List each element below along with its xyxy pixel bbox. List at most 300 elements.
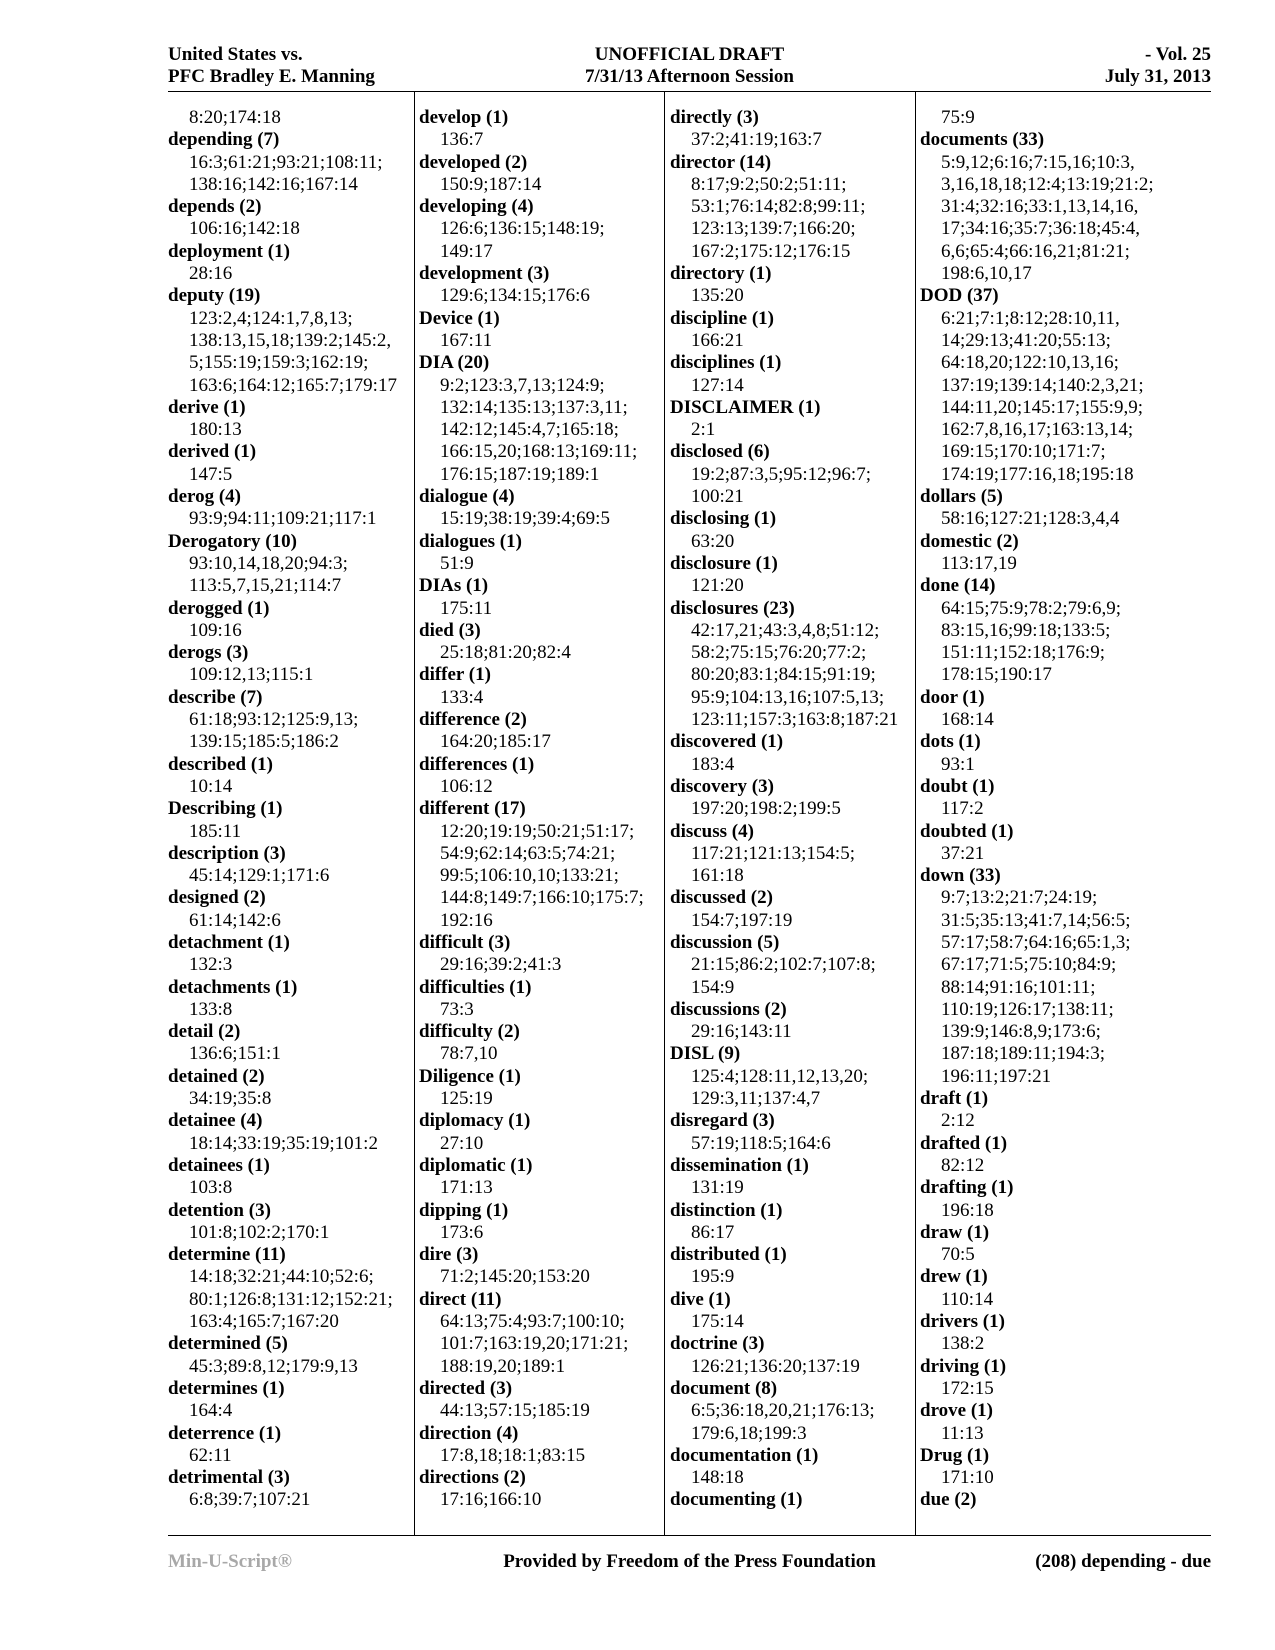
index-term: description (3) — [168, 842, 286, 864]
index-page-refs: 113:5,7,15,21;114:7 — [189, 575, 342, 597]
index-entry — [168, 107, 423, 129]
index-page-refs: 6,6;65:4;66:16,21;81:21; — [941, 240, 1130, 262]
index-page-refs: 135:20 — [691, 285, 744, 307]
index-page-refs: 2:1 — [691, 419, 716, 441]
index-entry — [419, 664, 674, 709]
index-term: directly (3) — [670, 107, 759, 128]
index-entry — [670, 397, 925, 442]
index-term: disclosed (6) — [670, 441, 770, 463]
index-page-refs: 88:14;91:16;101:11; — [941, 976, 1096, 998]
index-page-refs: 149:17 — [440, 240, 493, 262]
index-entry — [419, 709, 674, 754]
index-entry — [168, 1200, 423, 1245]
index-page-refs: 176:15;187:19;189:1 — [440, 463, 600, 485]
index-page-refs: 126:6;136:15;148:19; — [440, 218, 605, 240]
index-page-refs: 169:15;170:10;171:7; — [941, 441, 1106, 463]
index-page-refs: 101:7;163:19,20;171:21; — [440, 1333, 629, 1355]
index-page-refs: 195:9 — [691, 1266, 735, 1288]
index-entry — [168, 441, 423, 486]
index-entry — [419, 531, 674, 576]
index-page-refs: 138:13,15,18;139:2;145:2, — [189, 329, 392, 351]
index-term: developed (2) — [419, 151, 528, 173]
header-volume-date — [1105, 44, 1211, 88]
index-entry — [670, 308, 925, 353]
header-rule — [168, 91, 1211, 92]
index-term: determine (11) — [168, 1244, 286, 1266]
index-entry — [419, 932, 674, 977]
index-page-refs: 53:1;76:14;82:8;99:11; — [691, 196, 866, 218]
index-page-refs: 192:16 — [440, 909, 493, 931]
index-term: developing (4) — [419, 196, 534, 218]
index-page-refs: 12:20;19:19;50:21;51:17; — [440, 820, 635, 842]
index-entry — [419, 1244, 674, 1289]
index-page-refs: 168:14 — [941, 709, 994, 731]
index-page-refs: 64:18,20;122:10,13,16; — [941, 352, 1119, 374]
index-page-refs: 61:14;142:6 — [189, 909, 281, 931]
index-page-refs: 34:19;35:8 — [189, 1088, 272, 1110]
index-page-refs: 28:16 — [189, 263, 233, 285]
index-entry — [670, 1200, 925, 1245]
index-term: DIA (20) — [419, 352, 490, 374]
header-case-line2: PFC Bradley E. Manning — [168, 66, 375, 87]
index-entry — [419, 1423, 674, 1468]
index-page-refs: 106:12 — [440, 775, 493, 797]
index-term: deputy (19) — [168, 285, 261, 307]
index-term: derogged (1) — [168, 597, 270, 619]
index-term: due (2) — [920, 1489, 977, 1511]
index-term: discovered (1) — [670, 731, 784, 753]
index-entry — [920, 1177, 1175, 1222]
index-page-refs: 5:9,12;6:16;7:15,16;10:3, — [941, 151, 1135, 173]
index-page-refs: 154:9 — [691, 976, 735, 998]
index-page-refs: 99:5;106:10,10;133:21; — [440, 865, 619, 887]
index-column-3 — [670, 107, 925, 1512]
index-entry — [670, 441, 925, 508]
index-term: down (33) — [920, 865, 1001, 887]
index-page-refs: 171:13 — [440, 1177, 493, 1199]
index-page-refs: 29:16;39:2;41:3 — [440, 954, 562, 976]
index-page-refs: 150:9;187:14 — [440, 173, 542, 195]
header-session-line: 7/31/13 Afternoon Session — [584, 66, 795, 87]
index-page-refs: 196:18 — [941, 1199, 994, 1221]
index-term: directed (3) — [419, 1377, 513, 1399]
index-page-refs: 64:13;75:4;93:7;100:10; — [440, 1311, 625, 1333]
index-term: door (1) — [920, 686, 985, 708]
index-term: Describing (1) — [168, 798, 283, 820]
index-page-refs: 154:7;197:19 — [691, 909, 793, 931]
index-entry — [168, 1467, 423, 1512]
index-entry — [920, 1311, 1175, 1356]
index-page-refs: 3,16,18,18;12:4;13:19;21:2; — [941, 173, 1154, 195]
index-page-refs: 10:14 — [189, 775, 233, 797]
index-term: directory (1) — [670, 263, 772, 285]
index-term: dipping (1) — [419, 1199, 509, 1221]
index-entry — [670, 508, 925, 553]
index-term: direct (11) — [419, 1288, 502, 1310]
index-entry — [670, 1333, 925, 1378]
index-page-refs: 6:21;7:1;8:12;28:10,11, — [941, 307, 1120, 329]
index-page-refs: 117:21;121:13;154:5; — [691, 842, 855, 864]
index-entry — [670, 1489, 925, 1511]
index-term: derived (1) — [168, 441, 257, 463]
index-page-refs: 8:17;9:2;50:2;51:11; — [691, 173, 847, 195]
index-entry — [419, 798, 674, 932]
index-entry — [419, 1066, 674, 1111]
index-term: drivers (1) — [920, 1311, 1005, 1333]
index-term: designed (2) — [168, 887, 266, 909]
index-page-refs: 21:15;86:2;102:7;107:8; — [691, 954, 876, 976]
index-entry — [670, 731, 925, 776]
index-page-refs: 63:20 — [691, 530, 735, 552]
index-term: documents (33) — [920, 129, 1045, 151]
index-page-refs: 129:3,11;137:4,7 — [691, 1088, 821, 1110]
header-draft-title — [168, 44, 1211, 88]
index-entry — [920, 1266, 1175, 1311]
index-page-refs: 178:15;190:17 — [941, 664, 1052, 686]
index-page-refs: 86:17 — [691, 1221, 735, 1243]
index-page-refs: 136:6;151:1 — [189, 1043, 281, 1065]
index-term: develop (1) — [419, 107, 509, 128]
index-page-refs: 180:13 — [189, 419, 242, 441]
index-term: differences (1) — [419, 753, 535, 775]
index-page-refs: 6:8;39:7;107:21 — [189, 1489, 311, 1511]
index-entry — [168, 196, 423, 241]
index-term: derog (4) — [168, 486, 241, 508]
index-page-refs: 142:12;145:4,7;165:18; — [440, 419, 619, 441]
index-page-refs: 125:4;128:11,12,13,20; — [691, 1065, 869, 1087]
index-term: depends (2) — [168, 196, 262, 218]
index-entry — [920, 865, 1175, 1088]
index-term: drew (1) — [920, 1266, 988, 1288]
index-page-refs: 17;34:16;35:7;36:18;45:4, — [941, 218, 1140, 240]
index-page-refs: 198:6,10,17 — [941, 263, 1032, 285]
index-page-refs: 18:14;33:19;35:19;101:2 — [189, 1132, 378, 1154]
index-entry — [168, 642, 423, 687]
index-term: difficulties (1) — [419, 976, 532, 998]
index-entry — [920, 285, 1175, 486]
index-term: detrimental (3) — [168, 1467, 290, 1489]
index-page-refs: 172:15 — [941, 1377, 994, 1399]
index-entry — [920, 486, 1175, 531]
index-term: disclosures (23) — [670, 597, 795, 619]
index-page-refs: 126:21;136:20;137:19 — [691, 1355, 860, 1377]
index-term: drafted (1) — [920, 1132, 1008, 1154]
index-entry — [670, 932, 925, 999]
index-entry — [419, 486, 674, 531]
index-page-refs: 45:3;89:8,12;179:9,13 — [189, 1355, 358, 1377]
index-page-refs: 45:14;129:1;171:6 — [189, 865, 330, 887]
index-entry — [670, 821, 925, 888]
index-term: describe (7) — [168, 686, 263, 708]
index-term: directions (2) — [419, 1467, 526, 1489]
index-term: deterrence (1) — [168, 1422, 282, 1444]
index-page-refs: 136:7 — [440, 129, 484, 151]
index-term: disregard (3) — [670, 1110, 775, 1132]
index-entry — [419, 107, 674, 152]
index-entry — [920, 687, 1175, 732]
index-column-2 — [419, 107, 674, 1512]
index-page-refs: 80:1;126:8;131:12;152:21; — [189, 1288, 393, 1310]
index-page-refs: 44:13;57:15;185:19 — [440, 1400, 590, 1422]
index-term: disciplines (1) — [670, 352, 782, 374]
index-entry — [920, 821, 1175, 866]
index-entry — [920, 776, 1175, 821]
index-page-refs: 14;29:13;41:20;55:13; — [941, 329, 1111, 351]
index-page-refs: 163:6;164:12;165:7;179:17 — [189, 374, 397, 396]
index-term: detachment (1) — [168, 931, 290, 953]
index-column-1 — [168, 107, 423, 1512]
index-page-refs: 179:6,18;199:3 — [691, 1422, 807, 1444]
header-draft-line1: UNOFFICIAL DRAFT — [594, 44, 785, 65]
index-entry — [419, 308, 674, 353]
index-entry — [670, 598, 925, 732]
index-term: differ (1) — [419, 664, 491, 686]
index-page-refs: 162:7,8,16,17;163:13,14; — [941, 419, 1134, 441]
index-entry — [168, 932, 423, 977]
index-term: dire (3) — [419, 1244, 479, 1266]
index-page-refs: 17:8,18;18:1;83:15 — [440, 1444, 586, 1466]
index-page-refs: 95:9;104:13,16;107:5,13; — [691, 686, 885, 708]
header-date: July 31, 2013 — [1104, 66, 1211, 87]
index-entry — [168, 486, 423, 531]
index-entry — [168, 1244, 423, 1333]
index-entry — [419, 352, 674, 486]
index-term: dialogue (4) — [419, 486, 515, 508]
index-page-refs: 93:9;94:11;109:21;117:1 — [189, 508, 377, 530]
index-page-refs: 78:7,10 — [440, 1043, 498, 1065]
index-page-refs: 27:10 — [440, 1132, 484, 1154]
index-term: draw (1) — [920, 1221, 990, 1243]
index-page-refs: 61:18;93:12;125:9,13; — [189, 709, 359, 731]
index-term: DOD (37) — [920, 285, 999, 307]
index-page-refs: 9:2;123:3,7,13;124:9; — [440, 374, 605, 396]
index-entry — [920, 575, 1175, 686]
index-entry — [670, 352, 925, 397]
index-page-refs: 133:4 — [440, 686, 484, 708]
index-entry — [168, 687, 423, 754]
index-term: disclosing (1) — [670, 508, 777, 530]
index-term: discuss (4) — [670, 820, 754, 842]
index-term: determines (1) — [168, 1377, 285, 1399]
index-entry — [168, 1066, 423, 1111]
index-page-refs: 151:11;152:18;176:9; — [941, 642, 1105, 664]
index-page-refs: 19:2;87:3,5;95:12;96:7; — [691, 463, 871, 485]
index-entry — [419, 754, 674, 799]
index-page-refs: 37:21 — [941, 842, 985, 864]
index-term: discovery (3) — [670, 775, 774, 797]
index-column-4 — [920, 107, 1175, 1512]
index-entry — [168, 531, 423, 598]
index-term: determined (5) — [168, 1333, 288, 1355]
index-entry — [168, 241, 423, 286]
index-page-refs: 196:11;197:21 — [941, 1065, 1052, 1087]
index-page-refs: 123:2,4;124:1,7,8,13; — [189, 307, 353, 329]
index-page-refs: 6:5;36:18,20,21;176:13; — [691, 1400, 875, 1422]
index-page-refs: 173:6 — [440, 1221, 484, 1243]
index-term: different (17) — [419, 798, 526, 820]
index-entry — [920, 107, 1175, 129]
index-term: DISL (9) — [670, 1043, 741, 1065]
index-page-refs: 132:14;135:13;137:3,11; — [440, 396, 628, 418]
index-page-refs: 139:9;146:8,9;173:6; — [941, 1021, 1101, 1043]
index-entry — [168, 1155, 423, 1200]
index-page-refs: 31:5;35:13;41:7,14;56:5; — [941, 909, 1131, 931]
index-page-refs: 93:10,14,18,20;94:3; — [189, 552, 348, 574]
index-entry — [168, 598, 423, 643]
index-entry — [419, 977, 674, 1022]
header-volume: - Vol. 25 — [1145, 44, 1211, 65]
index-entry — [168, 754, 423, 799]
index-term: DISCLAIMER (1) — [670, 396, 821, 418]
index-entry — [168, 843, 423, 888]
index-entry — [419, 196, 674, 263]
footer-publisher-logo: Min-U-Script® — [168, 1551, 292, 1572]
page-footer — [168, 1550, 1211, 1574]
index-term: described (1) — [168, 753, 274, 775]
index-term: discussed (2) — [670, 887, 773, 909]
index-term: done (14) — [920, 575, 996, 597]
index-page-refs: 131:19 — [691, 1177, 744, 1199]
index-term: discipline (1) — [670, 307, 774, 329]
index-term: distributed (1) — [670, 1244, 787, 1266]
index-page-refs: 57:17;58:7;64:16;65:1,3; — [941, 931, 1131, 953]
index-page-refs: 167:11 — [440, 329, 493, 351]
index-entry — [670, 263, 925, 308]
index-page-refs: 164:4 — [189, 1400, 233, 1422]
index-page-refs: 137:19;139:14;140:2,3,21; — [941, 374, 1144, 396]
index-page-refs: 138:16;142:16;167:14 — [189, 173, 358, 195]
index-entry — [920, 1356, 1175, 1401]
index-entry — [419, 152, 674, 197]
index-page-refs: 17:16;166:10 — [440, 1489, 542, 1511]
index-term: difficulty (2) — [419, 1021, 520, 1043]
index-term: detained (2) — [168, 1065, 265, 1087]
index-entry — [419, 1467, 674, 1512]
index-term: domestic (2) — [920, 530, 1019, 552]
index-entry — [670, 1043, 925, 1110]
index-entry — [670, 1378, 925, 1445]
index-term: direction (4) — [419, 1422, 519, 1444]
index-term: development (3) — [419, 263, 550, 285]
index-term: drove (1) — [920, 1400, 993, 1422]
index-page-refs: 129:6;134:15;176:6 — [440, 285, 590, 307]
index-page-refs: 51:9 — [440, 552, 474, 574]
index-entry — [670, 999, 925, 1044]
index-entry — [168, 1378, 423, 1423]
index-entry — [168, 1423, 423, 1468]
index-entry — [419, 1155, 674, 1200]
index-page-refs: 188:19,20;189:1 — [440, 1355, 566, 1377]
index-page-refs: 70:5 — [941, 1244, 975, 1266]
index-entry — [920, 731, 1175, 776]
index-page-refs: 101:8;102:2;170:1 — [189, 1221, 330, 1243]
index-page-refs: 58:16;127:21;128:3,4,4 — [941, 508, 1120, 530]
footer-rule — [168, 1535, 1211, 1536]
index-entry — [670, 1289, 925, 1334]
index-page-refs: 106:16;142:18 — [189, 218, 300, 240]
index-entry — [419, 575, 674, 620]
index-term: disclosure (1) — [670, 552, 778, 574]
index-entry — [419, 1200, 674, 1245]
index-term: dots (1) — [920, 731, 981, 753]
index-entry — [419, 263, 674, 308]
index-entry — [168, 887, 423, 932]
index-page-refs: 144:8;149:7;166:10;175:7; — [440, 887, 644, 909]
index-page-refs: 11:13 — [941, 1422, 984, 1444]
index-term: DIAs (1) — [419, 575, 489, 597]
index-term: doubt (1) — [920, 775, 995, 797]
index-term: dialogues (1) — [419, 530, 522, 552]
index-page-refs: 117:2 — [941, 798, 984, 820]
index-entry — [670, 776, 925, 821]
index-entry — [419, 1021, 674, 1066]
index-page-refs: 31:4;32:16;33:1,13,14,16, — [941, 196, 1139, 218]
index-page-refs: 62:11 — [189, 1444, 232, 1466]
index-term: detail (2) — [168, 1021, 241, 1043]
index-page-refs: 9:7;13:2;21:7;24:19; — [941, 887, 1098, 909]
index-page-refs: 15:19;38:19;39:4;69:5 — [440, 508, 610, 530]
index-entry — [920, 531, 1175, 576]
index-entry — [670, 1244, 925, 1289]
index-page-refs: 83:15,16;99:18;133:5; — [941, 619, 1111, 641]
index-term: documenting (1) — [670, 1489, 803, 1511]
index-term: Derogatory (10) — [168, 530, 297, 552]
index-page-refs: 132:3 — [189, 954, 233, 976]
page-header — [168, 44, 1211, 88]
index-page-refs: 42:17,21;43:3,4,8;51:12; — [691, 619, 880, 641]
index-page-refs: 163:4;165:7;167:20 — [189, 1311, 339, 1333]
index-page-refs: 133:8 — [189, 998, 233, 1020]
index-term: dollars (5) — [920, 486, 1003, 508]
index-term: doubted (1) — [920, 820, 1014, 842]
index-entry — [670, 1445, 925, 1490]
index-entry — [920, 1222, 1175, 1267]
index-term: difficult (3) — [419, 931, 511, 953]
index-entry — [168, 1110, 423, 1155]
header-case-line1: United States vs. — [168, 44, 303, 65]
index-entry — [670, 152, 925, 263]
index-page-refs: 82:12 — [941, 1154, 985, 1176]
index-page-refs: 8:20;174:18 — [189, 107, 281, 128]
index-page-refs: 64:15;75:9;78:2;79:6,9; — [941, 597, 1121, 619]
index-page-refs: 183:4 — [691, 753, 735, 775]
index-term: document (8) — [670, 1377, 778, 1399]
index-entry — [920, 1133, 1175, 1178]
index-term: Device (1) — [419, 307, 500, 329]
index-page-refs: 167:2;175:12;176:15 — [691, 240, 851, 262]
index-entry — [670, 553, 925, 598]
index-page-refs: 161:18 — [691, 865, 744, 887]
index-page-refs: 113:17,19 — [941, 552, 1017, 574]
index-page-refs: 73:3 — [440, 998, 474, 1020]
footer-provider: Provided by Freedom of the Press Foundation — [503, 1551, 876, 1572]
index-term: detachments (1) — [168, 976, 298, 998]
index-page-refs: 175:11 — [440, 597, 493, 619]
index-entry — [920, 1489, 1175, 1511]
index-entry — [670, 887, 925, 932]
index-page-refs: 185:11 — [189, 820, 242, 842]
index-entry — [419, 620, 674, 665]
index-page-refs: 174:19;177:16,18;195:18 — [941, 463, 1134, 485]
index-entry — [670, 1110, 925, 1155]
index-term: doctrine (3) — [670, 1333, 765, 1355]
index-page-refs: 147:5 — [189, 463, 233, 485]
index-term: discussion (5) — [670, 931, 780, 953]
index-entry — [670, 107, 925, 152]
index-term: diplomatic (1) — [419, 1154, 533, 1176]
index-entry — [168, 977, 423, 1022]
index-entry — [920, 1445, 1175, 1490]
